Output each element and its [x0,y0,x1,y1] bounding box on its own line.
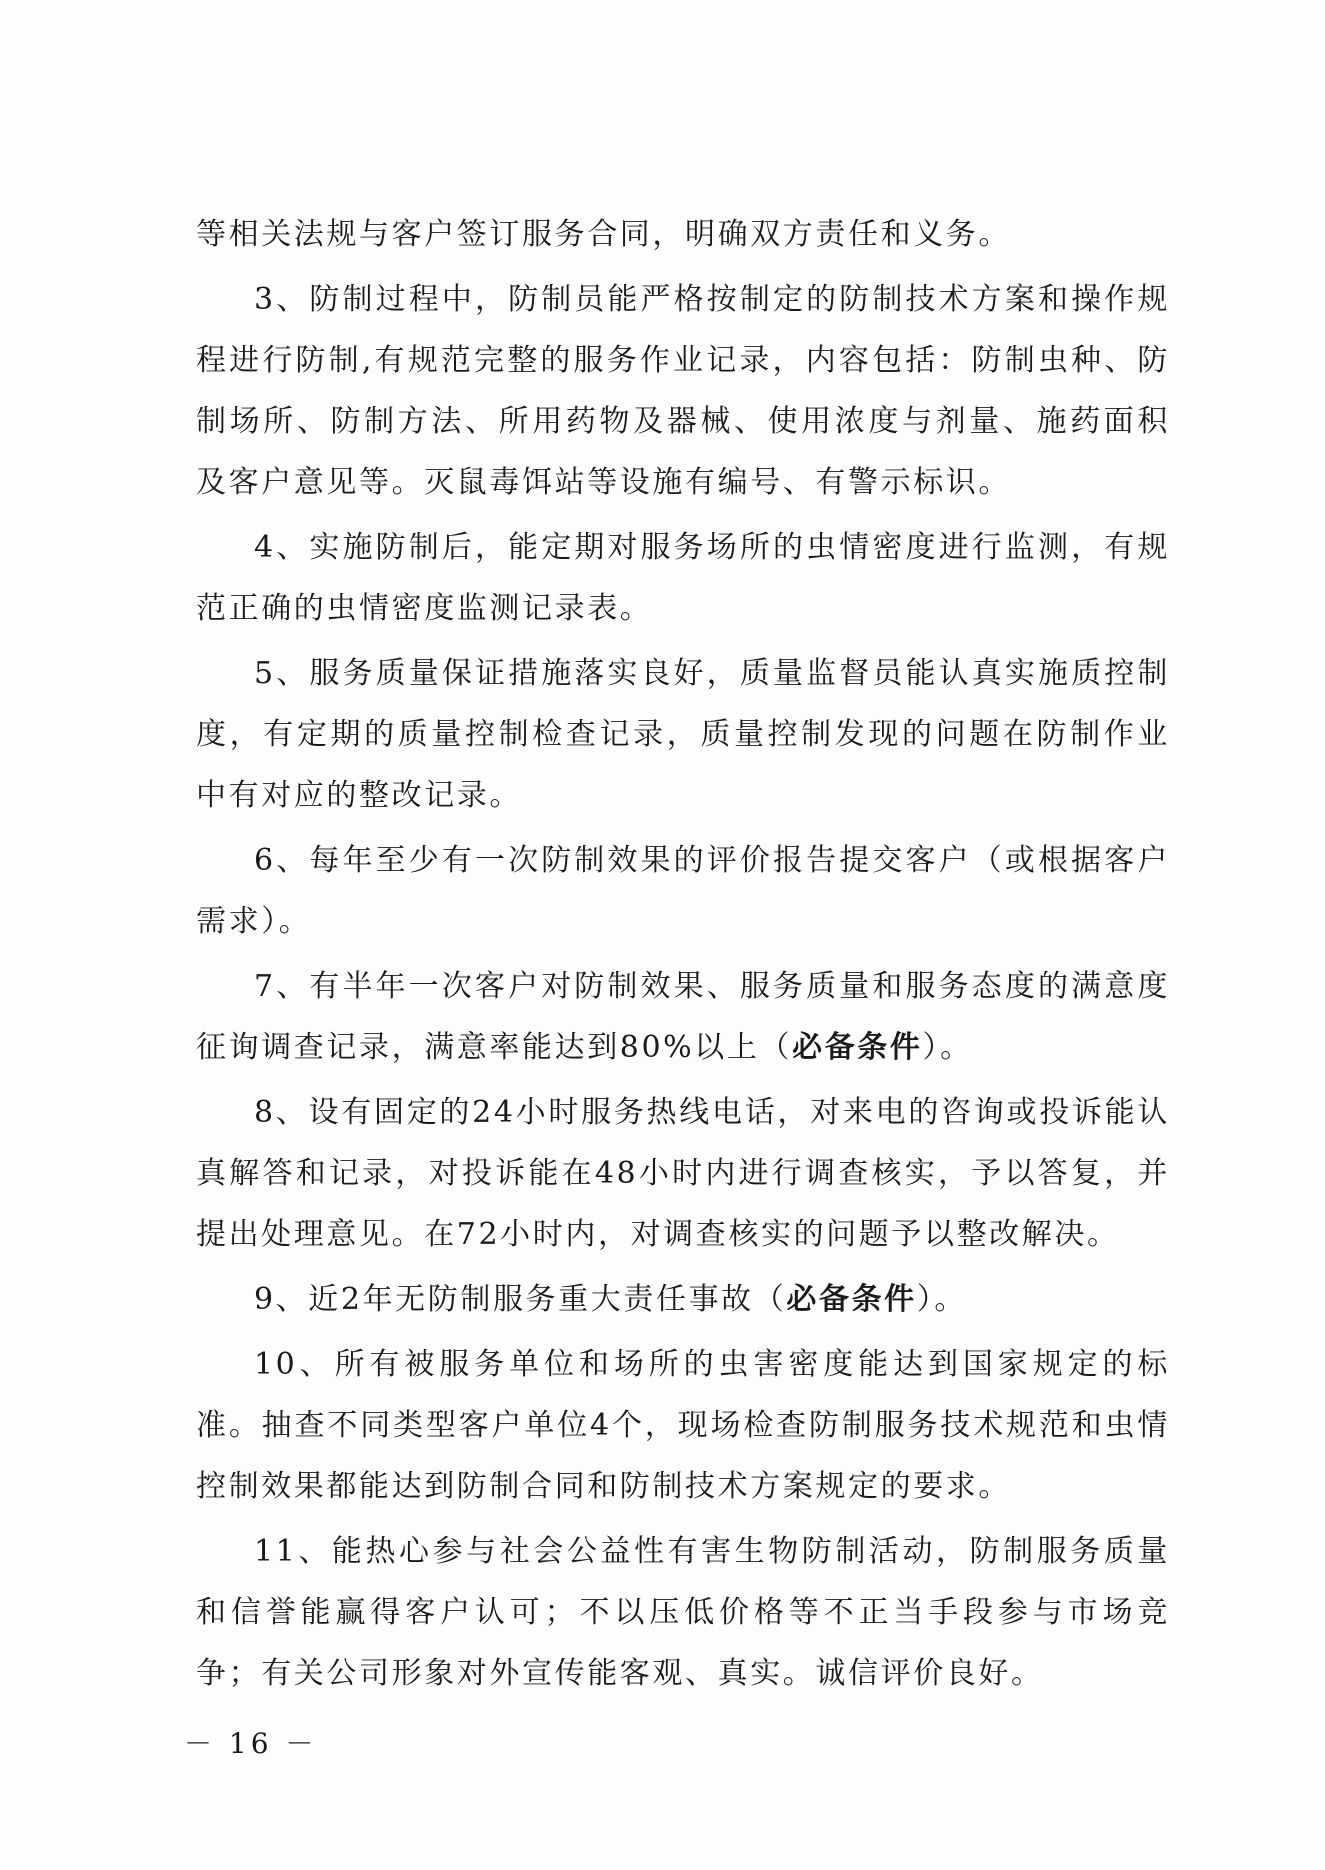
paragraph-text: 7、有半年一次客户对防制效果、服务质量和服务态度的满意度征询调查记录，满意率能达到80%以上（ [196,969,1170,1065]
paragraph-item-9 [196,1269,1170,1330]
paragraph-item-8 [196,1082,1170,1265]
paragraph-text: 8、设有固定的24小时服务热线电话，对来电的咨询或投诉能认真解答和记录，对投诉能在48小时内进行调查核实，予以答复，并提出处理意见。在72小时内，对调查核实的问题予以整改解决。 [196,1095,1170,1252]
required-condition-label: 必备条件 [792,1030,923,1065]
paragraph-text: 4、实施防制后，能定期对服务场所的虫情密度进行监测，有规范正确的虫情密度监测记录表。 [196,530,1170,626]
paragraph-item-4 [196,517,1170,639]
paragraph-continuation [196,204,1170,265]
paragraph-text: ）。 [916,1282,967,1317]
required-condition-label: 必备条件 [786,1282,917,1317]
paragraph-item-3 [196,269,1170,513]
paragraph-item-10 [196,1334,1170,1517]
paragraph-item-5 [196,643,1170,826]
page-number: － 16 － [184,1727,318,1760]
paragraph-text: 3、防制过程中，防制员能严格按制定的防制技术方案和操作规程进行防制,有规范完整的服务作业记录，内容包括：防制虫种、防制场所、防制方法、所用药物及器械、使用浓度与剂量、施药面积及客户意见等。灭鼠毒饵站等设施有编号、有警示标识。 [196,282,1170,500]
paragraph-text: 11、能热心参与社会公益性有害生物防制活动，防制服务质量和信誉能赢得客户认可；不以压低价格等不正当手段参与市场竞争；有关公司形象对外宣传能客观、真实。诚信评价良好。 [196,1534,1170,1691]
paragraph-text: ）。 [922,1030,973,1065]
paragraph-text: 5、服务质量保证措施落实良好，质量监督员能认真实施质控制度，有定期的质量控制检查记录，质量控制发现的问题在防制作业中有对应的整改记录。 [196,656,1170,813]
document-body [196,204,1170,1704]
paragraph-text: 10、所有被服务单位和场所的虫害密度能达到国家规定的标准。抽查不同类型客户单位4个，现场检查防制服务技术规范和虫情控制效果都能达到防制合同和防制技术方案规定的要求。 [196,1347,1170,1504]
paragraph-text: 6、每年至少有一次防制效果的评价报告提交客户（或根据客户需求）。 [196,843,1170,939]
paragraph-text: 等相关法规与客户签订服务合同，明确双方责任和义务。 [196,217,1011,252]
paragraph-item-6 [196,830,1170,952]
paragraph-text: 9、近2年无防制服务重大责任事故（ [254,1282,787,1317]
paragraph-item-7 [196,956,1170,1078]
paragraph-item-11 [196,1521,1170,1704]
